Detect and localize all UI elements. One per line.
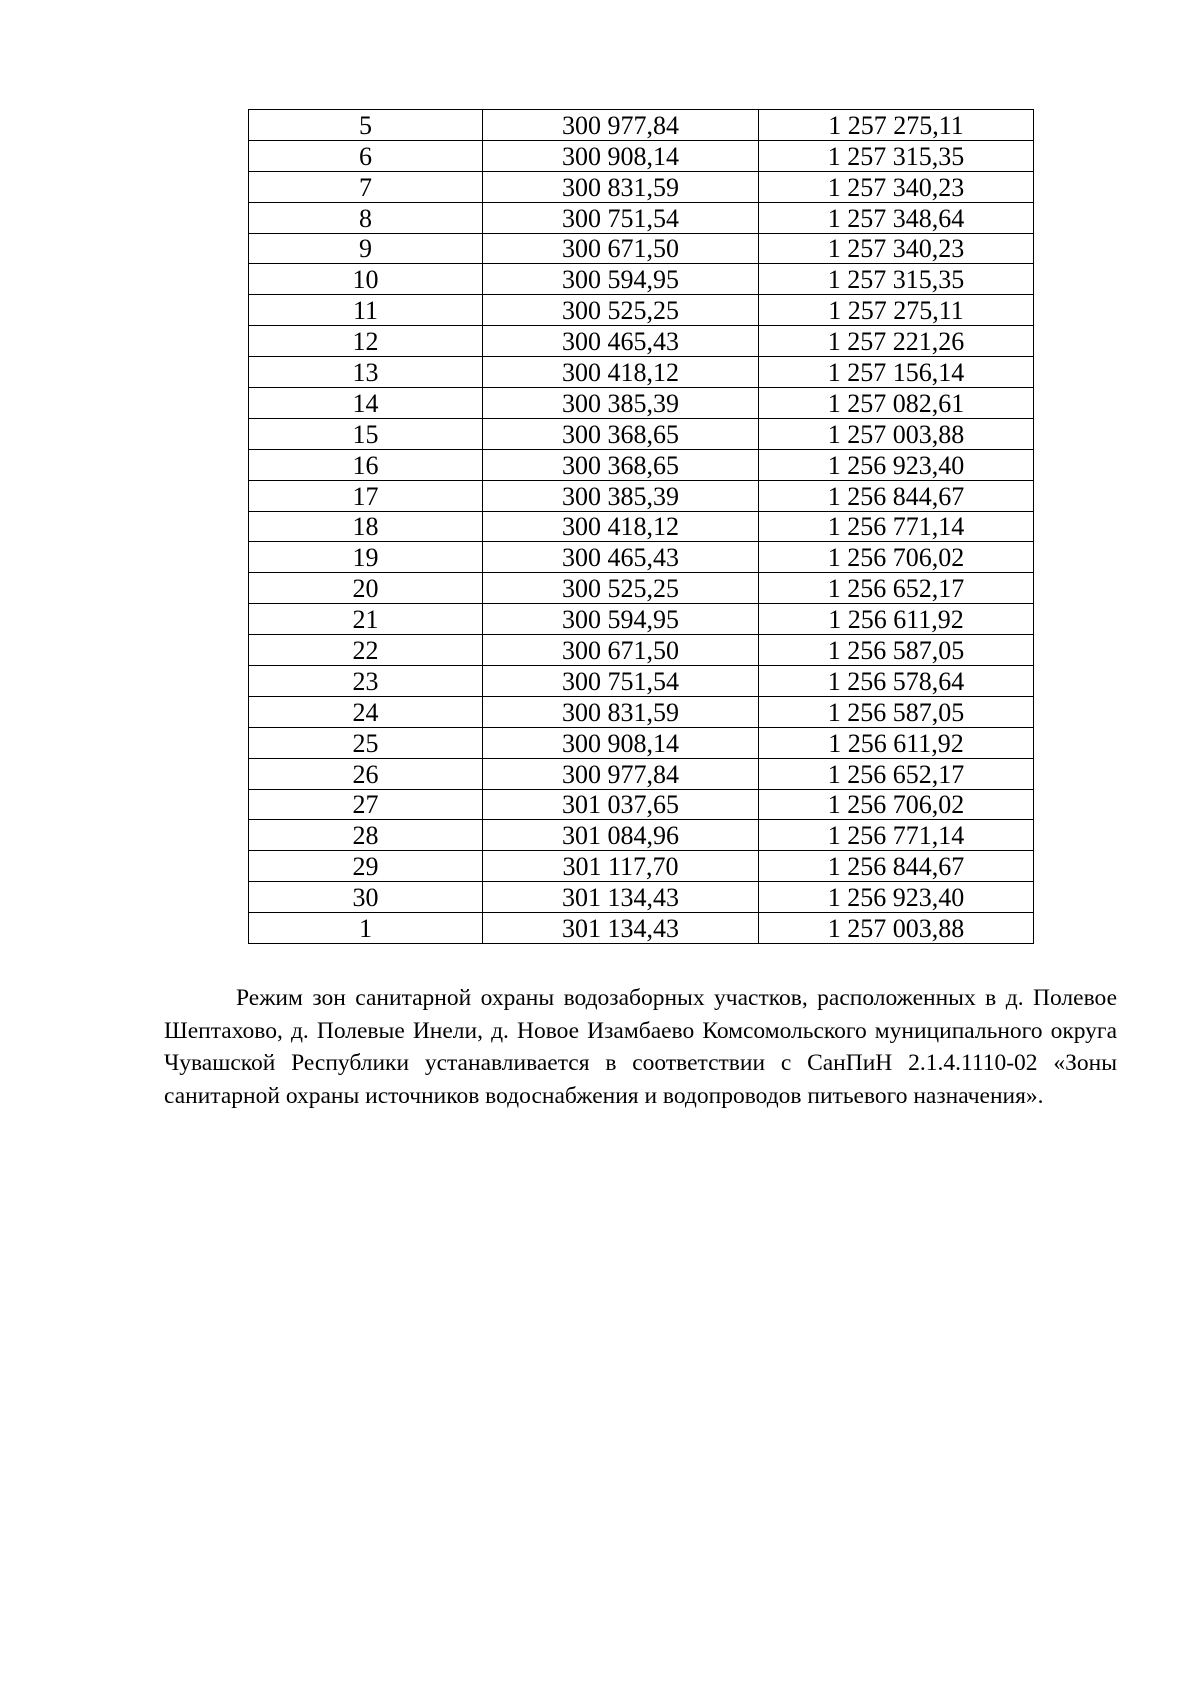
x-coordinate-cell: 300 385,39 xyxy=(483,480,759,511)
point-number-cell: 25 xyxy=(249,727,483,758)
table-row xyxy=(249,326,1034,357)
point-number-cell: 12 xyxy=(249,326,483,357)
table-row xyxy=(249,604,1034,635)
x-coordinate-cell: 300 908,14 xyxy=(483,727,759,758)
point-number-cell: 29 xyxy=(249,851,483,882)
x-coordinate-cell: 301 037,65 xyxy=(483,789,759,820)
table-row xyxy=(249,511,1034,542)
x-coordinate-cell: 300 751,54 xyxy=(483,202,759,233)
table-row xyxy=(249,882,1034,913)
table-row xyxy=(249,851,1034,882)
table-row xyxy=(249,913,1034,944)
table-row xyxy=(249,110,1034,141)
x-coordinate-cell: 300 418,12 xyxy=(483,511,759,542)
x-coordinate-cell: 300 525,25 xyxy=(483,573,759,604)
y-coordinate-cell: 1 257 315,35 xyxy=(759,140,1034,171)
x-coordinate-cell: 300 671,50 xyxy=(483,233,759,264)
point-number-cell: 21 xyxy=(249,604,483,635)
y-coordinate-cell: 1 256 578,64 xyxy=(759,666,1034,697)
x-coordinate-cell: 300 977,84 xyxy=(483,110,759,141)
x-coordinate-cell: 300 368,65 xyxy=(483,418,759,449)
table-row xyxy=(249,480,1034,511)
table-row xyxy=(249,789,1034,820)
point-number-cell: 28 xyxy=(249,820,483,851)
table-row xyxy=(249,635,1034,666)
y-coordinate-cell: 1 256 844,67 xyxy=(759,480,1034,511)
x-coordinate-cell: 300 418,12 xyxy=(483,357,759,388)
point-number-cell: 11 xyxy=(249,295,483,326)
x-coordinate-cell: 300 751,54 xyxy=(483,666,759,697)
point-number-cell: 9 xyxy=(249,233,483,264)
x-coordinate-cell: 301 084,96 xyxy=(483,820,759,851)
table-row xyxy=(249,573,1034,604)
y-coordinate-cell: 1 256 771,14 xyxy=(759,820,1034,851)
x-coordinate-cell: 301 117,70 xyxy=(483,851,759,882)
point-number-cell: 7 xyxy=(249,171,483,202)
point-number-cell: 14 xyxy=(249,388,483,419)
y-coordinate-cell: 1 256 587,05 xyxy=(759,696,1034,727)
x-coordinate-cell: 300 465,43 xyxy=(483,326,759,357)
point-number-cell: 26 xyxy=(249,758,483,789)
y-coordinate-cell: 1 257 003,88 xyxy=(759,913,1034,944)
y-coordinate-cell: 1 257 221,26 xyxy=(759,326,1034,357)
y-coordinate-cell: 1 257 082,61 xyxy=(759,388,1034,419)
x-coordinate-cell: 300 977,84 xyxy=(483,758,759,789)
x-coordinate-cell: 300 594,95 xyxy=(483,264,759,295)
sanitary-zone-paragraph: Режим зон санитарной охраны водозаборных участков, расположенных в д. Полевое Шептахово, д. Полевые Инели, д. Новое Изамбаево Комсомольского муниципального округа Чувашской Республики устанавливается в соответствии с СанПиН 2.1.4.1110-02 «Зоны санитарной охраны источников водоснабжения и водопроводов питьевого назначения». xyxy=(164,985,1117,1109)
point-number-cell: 24 xyxy=(249,696,483,727)
coordinates-table-body xyxy=(249,110,1034,944)
point-number-cell: 30 xyxy=(249,882,483,913)
x-coordinate-cell: 300 594,95 xyxy=(483,604,759,635)
table-row xyxy=(249,666,1034,697)
table-row xyxy=(249,264,1034,295)
table-row xyxy=(249,820,1034,851)
table-row xyxy=(249,233,1034,264)
table-row xyxy=(249,357,1034,388)
table-row xyxy=(249,202,1034,233)
table-row xyxy=(249,140,1034,171)
x-coordinate-cell: 300 525,25 xyxy=(483,295,759,326)
y-coordinate-cell: 1 257 315,35 xyxy=(759,264,1034,295)
point-number-cell: 16 xyxy=(249,449,483,480)
y-coordinate-cell: 1 256 652,17 xyxy=(759,573,1034,604)
x-coordinate-cell: 300 831,59 xyxy=(483,696,759,727)
table-row xyxy=(249,388,1034,419)
x-coordinate-cell: 301 134,43 xyxy=(483,913,759,944)
point-number-cell: 1 xyxy=(249,913,483,944)
point-number-cell: 15 xyxy=(249,418,483,449)
table-row xyxy=(249,758,1034,789)
y-coordinate-cell: 1 257 348,64 xyxy=(759,202,1034,233)
x-coordinate-cell: 300 908,14 xyxy=(483,140,759,171)
point-number-cell: 20 xyxy=(249,573,483,604)
x-coordinate-cell: 300 671,50 xyxy=(483,635,759,666)
y-coordinate-cell: 1 257 003,88 xyxy=(759,418,1034,449)
point-number-cell: 22 xyxy=(249,635,483,666)
x-coordinate-cell: 300 368,65 xyxy=(483,449,759,480)
y-coordinate-cell: 1 256 923,40 xyxy=(759,882,1034,913)
table-row xyxy=(249,727,1034,758)
point-number-cell: 13 xyxy=(249,357,483,388)
table-row xyxy=(249,696,1034,727)
y-coordinate-cell: 1 256 923,40 xyxy=(759,449,1034,480)
y-coordinate-cell: 1 257 156,14 xyxy=(759,357,1034,388)
y-coordinate-cell: 1 257 275,11 xyxy=(759,295,1034,326)
y-coordinate-cell: 1 256 706,02 xyxy=(759,789,1034,820)
y-coordinate-cell: 1 257 340,23 xyxy=(759,233,1034,264)
table-row xyxy=(249,171,1034,202)
y-coordinate-cell: 1 256 611,92 xyxy=(759,727,1034,758)
point-number-cell: 19 xyxy=(249,542,483,573)
x-coordinate-cell: 301 134,43 xyxy=(483,882,759,913)
point-number-cell: 8 xyxy=(249,202,483,233)
x-coordinate-cell: 300 831,59 xyxy=(483,171,759,202)
table-row xyxy=(249,418,1034,449)
y-coordinate-cell: 1 256 844,67 xyxy=(759,851,1034,882)
table-row xyxy=(249,295,1034,326)
point-number-cell: 18 xyxy=(249,511,483,542)
y-coordinate-cell: 1 256 587,05 xyxy=(759,635,1034,666)
coordinates-table xyxy=(248,109,1034,944)
point-number-cell: 23 xyxy=(249,666,483,697)
x-coordinate-cell: 300 465,43 xyxy=(483,542,759,573)
y-coordinate-cell: 1 256 652,17 xyxy=(759,758,1034,789)
point-number-cell: 5 xyxy=(249,110,483,141)
y-coordinate-cell: 1 257 275,11 xyxy=(759,110,1034,141)
x-coordinate-cell: 300 385,39 xyxy=(483,388,759,419)
point-number-cell: 17 xyxy=(249,480,483,511)
y-coordinate-cell: 1 256 771,14 xyxy=(759,511,1034,542)
table-row xyxy=(249,449,1034,480)
point-number-cell: 6 xyxy=(249,140,483,171)
y-coordinate-cell: 1 256 611,92 xyxy=(759,604,1034,635)
y-coordinate-cell: 1 256 706,02 xyxy=(759,542,1034,573)
point-number-cell: 10 xyxy=(249,264,483,295)
table-row xyxy=(249,542,1034,573)
y-coordinate-cell: 1 257 340,23 xyxy=(759,171,1034,202)
point-number-cell: 27 xyxy=(249,789,483,820)
